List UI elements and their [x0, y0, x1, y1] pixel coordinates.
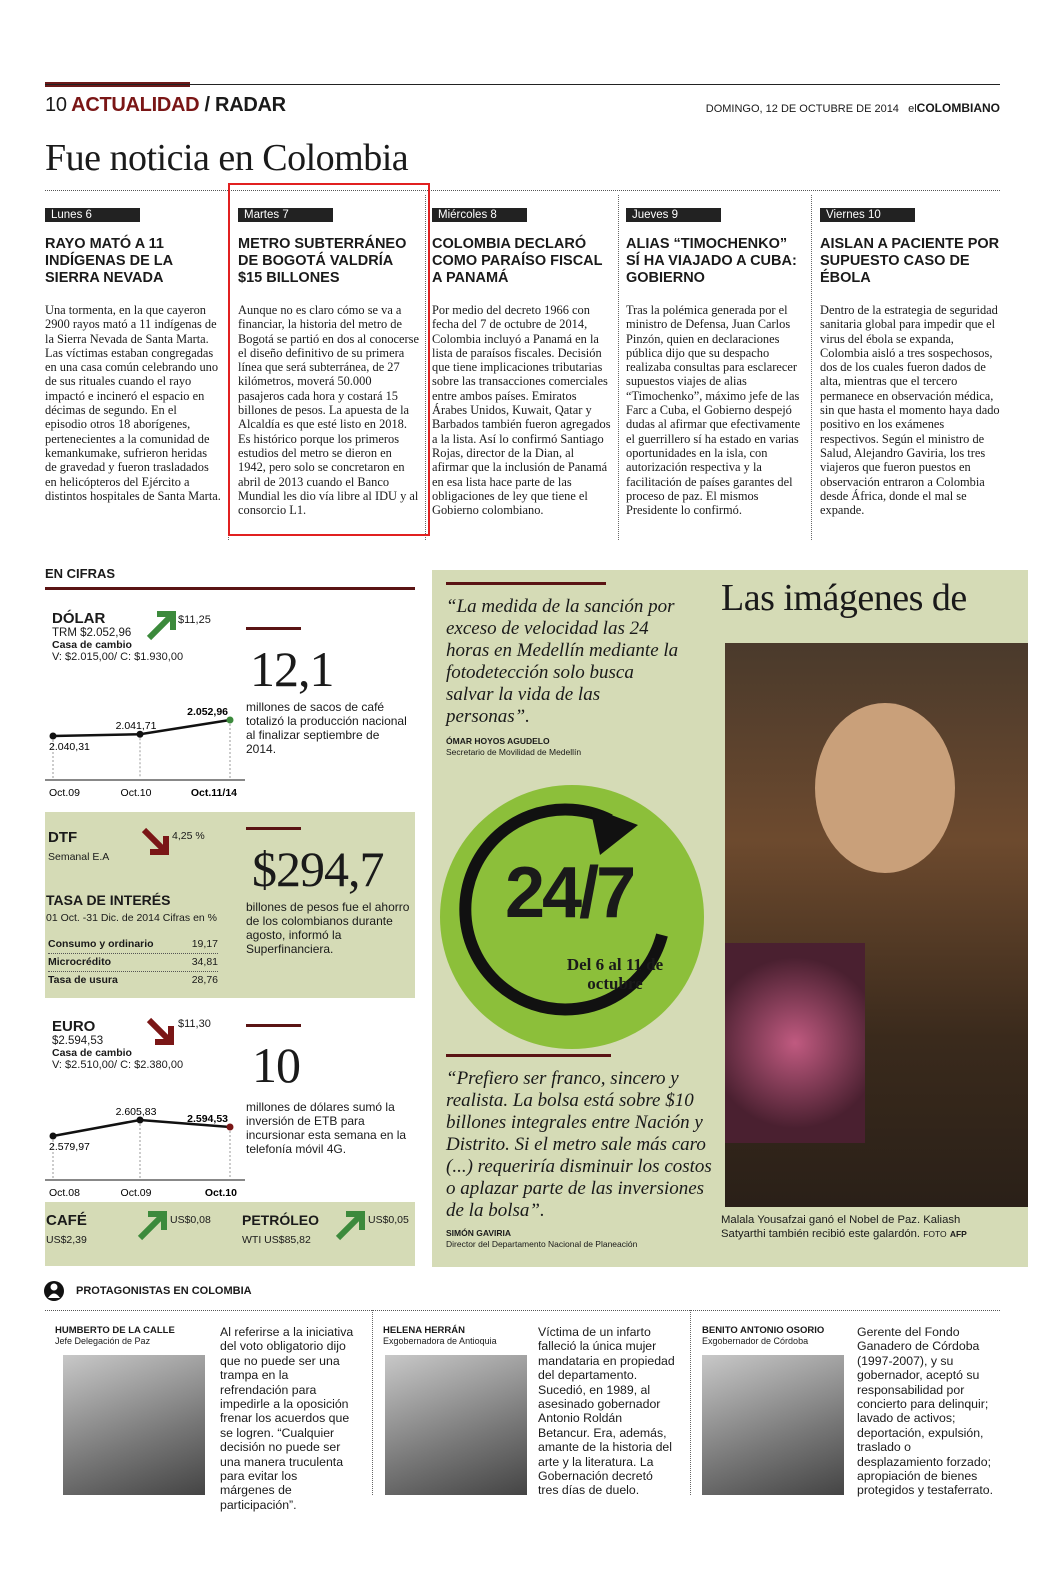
dtf-sub: Semanal E.A — [48, 851, 110, 863]
chart-point — [50, 733, 57, 740]
cafe-label: CAFÉ — [46, 1212, 87, 1229]
dateline — [706, 101, 1000, 115]
tasa-row-label: Microcrédito — [48, 956, 112, 968]
day-column-wednesday — [432, 205, 612, 517]
day-column-thursday — [626, 205, 804, 517]
quote-role: Secretario de Movilidad de Medellín — [446, 747, 582, 757]
quote-source: ÓMAR HOYOS AGUDELO — [446, 736, 550, 746]
chart-tick-label: Oct.10 — [120, 787, 152, 799]
chart-point — [50, 1133, 57, 1140]
figure-number: 10 — [252, 1037, 300, 1093]
up-arrow-icon — [334, 1208, 368, 1242]
section-name: ACTUALIDAD — [71, 94, 200, 116]
tasa-row-label: Consumo y ordinario — [48, 938, 154, 950]
tasa-row — [48, 936, 218, 954]
tasa-row-value: 28,76 — [191, 974, 218, 986]
protagonist-photo — [702, 1355, 844, 1495]
cifras-title: EN CIFRAS — [45, 566, 116, 581]
up-arrow-icon — [145, 608, 179, 642]
chart-tick-label: Oct.09 — [120, 1187, 152, 1199]
header-rule — [45, 84, 1000, 85]
person-icon — [44, 1280, 64, 1302]
dolar-label: DÓLAR — [52, 610, 106, 627]
euro-chart — [45, 1100, 245, 1200]
day-headline: RAYO MATÓ A 11 INDÍGENAS DE LA SIERRA NEVADA — [45, 236, 173, 286]
day-column-monday — [45, 205, 221, 503]
column-divider — [372, 1310, 373, 1495]
figure-number: $294,7 — [252, 841, 384, 897]
euro-vc: V: $2.510,00/ C: $2.380,00 — [52, 1059, 184, 1071]
protagonist-role: Exgobernadora de Antioquia — [383, 1336, 497, 1346]
figure-description: millones de dólares sumó la inversión de ETB para incursionar esta semana en la telefonía móvil 4G. — [246, 1100, 407, 1156]
page-title: Fue noticia en Colombia — [45, 137, 409, 179]
day-label: Martes 7 — [238, 208, 333, 222]
cafe-change: US$0,08 — [170, 1214, 211, 1226]
protagonist-text: Gerente del Fondo Ganadero de Córdoba (1997-2007), y su gobernador, aceptó su responsabilidad por concierto para delinquir; lavado de activos; deportación, expulsión, traslado o desplazamiento forzado; apropiación de bienes protegidos y testaferrato. — [857, 1325, 994, 1498]
day-body: Tras la polémica generada por el ministro de Defensa, Juan Carlos Pinzón, quien en declaraciones pública dijo que su despacho realizaba consultas para esclarecer supuestos viajes de alias “Timochenko”, máximo jefe de las Farc a Cuba, el Gobierno despejó dudas al afirmar que efectivamente el guerrillero sí ha estado en varias oportunidades en la isla, con autorización respectiva y la facilitación de países garantes del proceso de paz. El mismos Presidente lo confirmó. — [626, 303, 801, 518]
day-label: Miércoles 8 — [432, 208, 527, 222]
brand-prefix: el — [908, 103, 917, 115]
feature-photo — [725, 643, 1028, 1207]
up-arrow-icon — [136, 1208, 170, 1242]
figure-rule — [246, 827, 301, 830]
tasa-row — [48, 954, 218, 972]
petroleo-value: WTI US$85,82 — [242, 1234, 311, 1246]
chart-data-label: 2.041,71 — [115, 720, 157, 733]
dolar-change: $11,25 — [178, 614, 211, 626]
chart-data-label: 2.040,31 — [49, 741, 90, 753]
day-body: Una tormenta, en la que cayeron 2900 rayos mató a 11 indígenas de la Sierra Nevada de Santa Marta. Las víctimas estaban congregadas en una casa común celebrando uno de sus rituales cuando el rayo impactó e incineró el espacio en décimas de segundo. En el episodio otros 18 aborígenes, pertenecientes a la comunidad de kemankumake, sufrieron heridas de gravedad y fueron trasladados en helicópteros del Ejército a distintos hospitales de Santa Marta. — [45, 303, 221, 503]
credit-name: AFP — [949, 1228, 967, 1239]
dtf-change: 4,25 % — [172, 830, 205, 842]
protagonist-photo — [385, 1355, 527, 1495]
day-headline: AISLAN A PACIENTE POR SUPUESTO CASO DE ÉBOLA — [820, 236, 1000, 286]
day-column-friday — [820, 205, 1000, 517]
photo-face — [815, 703, 955, 873]
quote-rule — [446, 1054, 611, 1057]
section-heading — [45, 94, 286, 117]
dolar-trm: TRM $2.052,96 — [52, 627, 132, 639]
tasa-label: TASA DE INTERÉS — [46, 892, 171, 908]
day-label: Lunes 6 — [45, 208, 140, 222]
quote-text: “La medida de la sanción por exceso de velocidad las 24 horas en Medellín mediante la fotodetección solo busca salvar la vida de las personas”. — [446, 596, 679, 727]
subsection-name: / RADAR — [204, 94, 286, 116]
euro-label: EURO — [52, 1018, 96, 1035]
cafe-value: US$2,39 — [46, 1234, 87, 1246]
chart-data-label: 2.052,96 — [187, 706, 228, 718]
tasa-row-label: Tasa de usura — [48, 974, 118, 986]
tasa-row-value: 19,17 — [191, 938, 218, 950]
day-headline: METRO SUBTERRÁNEO DE BOGOTÁ VALDRÍA $15 BILLONES — [238, 236, 407, 286]
dolar-vc: V: $2.015,00/ C: $1.930,00 — [52, 651, 184, 663]
badge-range: Del 6 al 11 de octubre — [566, 955, 664, 993]
protagonist-benito — [702, 1325, 1002, 1498]
quote-source: SIMÓN GAVIRIA — [446, 1228, 512, 1238]
brand-name: COLOMBIANO — [916, 101, 1000, 115]
euro-casa: Casa de cambio — [52, 1047, 132, 1059]
images-title: Las imágenes de — [721, 577, 967, 619]
dolar-chart — [45, 700, 245, 800]
petroleo-change: US$0,05 — [368, 1214, 409, 1226]
credit-label: FOTO — [923, 1228, 947, 1239]
figure-number: 12,1 — [250, 641, 334, 697]
column-divider — [618, 195, 619, 540]
photo-flowers — [725, 943, 865, 1143]
tasa-table — [48, 936, 218, 989]
protagonist-role: Jefe Delegación de Paz — [55, 1336, 151, 1346]
chart-data-label: 2.579,97 — [49, 1141, 90, 1153]
column-divider — [811, 195, 812, 540]
quote-text: “Prefiero ser franco, sincero y realista. La bolsa está sobre $10 billones integrales entre Nación y Distrito. Si el metro sale más caro (...) requeriría disminuir los costos o aplazar parte de las inversiones de la bolsa”. — [446, 1068, 712, 1221]
day-label: Viernes 10 — [820, 208, 915, 222]
dolar-casa: Casa de cambio — [52, 639, 132, 651]
day-body: Aunque no es claro cómo se va a financiar, la historia del metro de Bogotá se partió en dos al conocerse el diseño definitivo de su primera línea que será subterránea, de 27 kilómetros, moverá 50.000 pasajeros cada hora y costará 15 billones de pesos. La apuesta de la Alcaldía es que esté listo en 2018. Es histórico porque los primeros estudios del metro se dieron en 1942, pero solo se concretaron en abril de 2013 cuando el Banco Mundial les dio vía libre al IDU y al consorcio L1. — [238, 303, 419, 518]
protagonist-name: HELENA HERRÁN — [383, 1325, 465, 1336]
chart-tick-label: Oct.11/14 — [190, 787, 237, 799]
day-label: Jueves 9 — [626, 208, 721, 222]
protagonistas-divider — [45, 1310, 1000, 1311]
dtf-label: DTF — [48, 829, 78, 846]
euro-trm: $2.594,53 — [52, 1035, 104, 1047]
chart-tick-label: Oct.10 — [204, 1187, 237, 1199]
quote-role: Director del Departamento Nacional de Planeación — [446, 1239, 638, 1249]
day-headline: COLOMBIA DECLARÓ COMO PARAÍSO FISCAL A PANAMÁ — [432, 236, 603, 286]
down-arrow-icon — [140, 826, 172, 858]
euro-change: $11,30 — [178, 1018, 211, 1030]
chart-tick-label: Oct.09 — [49, 787, 80, 799]
caption-text: Malala Yousafzai ganó el Nobel de Paz. Kaliash Satyarthi también recibió este galardón. — [721, 1214, 961, 1240]
protagonist-humberto — [55, 1325, 355, 1512]
protagonist-helena — [383, 1325, 683, 1498]
photo-caption — [721, 1214, 1001, 1241]
highlight-box — [228, 183, 430, 536]
badge-number: 24/7 — [505, 853, 634, 933]
day-body: Por medio del decreto 1966 con fecha del 7 de octubre de 2014, Colombia incluyó a Panamá en la lista de paraísos fiscales. Decisión que tiene implicaciones tributarias sobre las transacciones comerciales entre ambos países. Emiratos Árabes Unidos, Kuwait, Qatar y Barbados también fueron agregados a la lista. Así lo confirmó Santiago Rojas, director de la Dian, al afirmar que la inclusión de Panamá en esa lista hace parte de las obligaciones de ley que tiene el Gobierno colombiano. — [432, 303, 611, 518]
chart-data-label: 2.594,53 — [187, 1112, 228, 1125]
chart-data-label: 2.605,83 — [115, 1106, 157, 1118]
title-divider — [45, 190, 1000, 191]
cifras-rule — [45, 587, 415, 590]
chart-tick-label: Oct.08 — [49, 1187, 80, 1199]
figure-rule — [246, 1024, 301, 1027]
day-headline: ALIAS “TIMOCHENKO” SÍ HA VIAJADO A CUBA: GOBIERNO — [626, 236, 797, 286]
petroleo-label: PETRÓLEO — [242, 1212, 320, 1228]
tasa-row — [48, 972, 218, 989]
day-body: Dentro de la estrategia de seguridad sanitaria global para impedir que el virus del ébola se expanda, Colombia aisló a tres sospechosos, dos de los cuales fueron dados de alta, mientras que el tercero permanece en observación médica, sin que hasta el momento haya dado positivo en los exámenes respectivos. Según el ministro de Salud, Alejandro Gaviria, los tres viajeros que fueron puestos en observación entraron a Colombia desde África, donde el mal se expande. — [820, 303, 1000, 518]
protagonist-photo — [63, 1355, 205, 1495]
column-divider — [690, 1310, 691, 1495]
quote-rule — [446, 582, 606, 585]
figure-description: millones de sacos de café totalizó la producción nacional al finalizar septiembre de 2014. — [246, 700, 407, 756]
down-arrow-icon — [145, 1016, 179, 1050]
protagonist-text: Al referirse a la iniciativa del voto obligatorio dijo que no puede ser una trampa en la refrendación para impedirle a la oposición frenar los acuerdos que se logren. “Cualquier decisión no puede ser una manera truculenta para evitar los márgenes de participación”. — [220, 1325, 354, 1512]
figure-rule — [246, 627, 301, 630]
protagonist-name: BENITO ANTONIO OSORIO — [702, 1325, 825, 1336]
page-number: 10 — [45, 94, 67, 116]
tasa-sub: 01 Oct. -31 Dic. de 2014 Cifras en % — [46, 912, 217, 924]
protagonist-name: HUMBERTO DE LA CALLE — [55, 1325, 175, 1336]
protagonist-text: Víctima de un infarto falleció la única mujer mandataria en propiedad del departamento. Sucedió, en 1989, al asesinado gobernador Antonio Roldán Betancur. Era, además, amante de la historia del arte y la literatura. La Gobernación decretó tres días de duelo. — [538, 1325, 675, 1498]
protagonist-role: Exgobernador de Córdoba — [702, 1336, 809, 1346]
date-text: DOMINGO, 12 DE OCTUBRE DE 2014 — [705, 103, 899, 115]
figure-description: billones de pesos fue el ahorro de los colombianos durante agosto, informó la Superfinanciera. — [246, 900, 410, 956]
protagonistas-title: PROTAGONISTAS EN COLOMBIA — [76, 1285, 252, 1297]
tasa-row-value: 34,81 — [191, 956, 218, 968]
